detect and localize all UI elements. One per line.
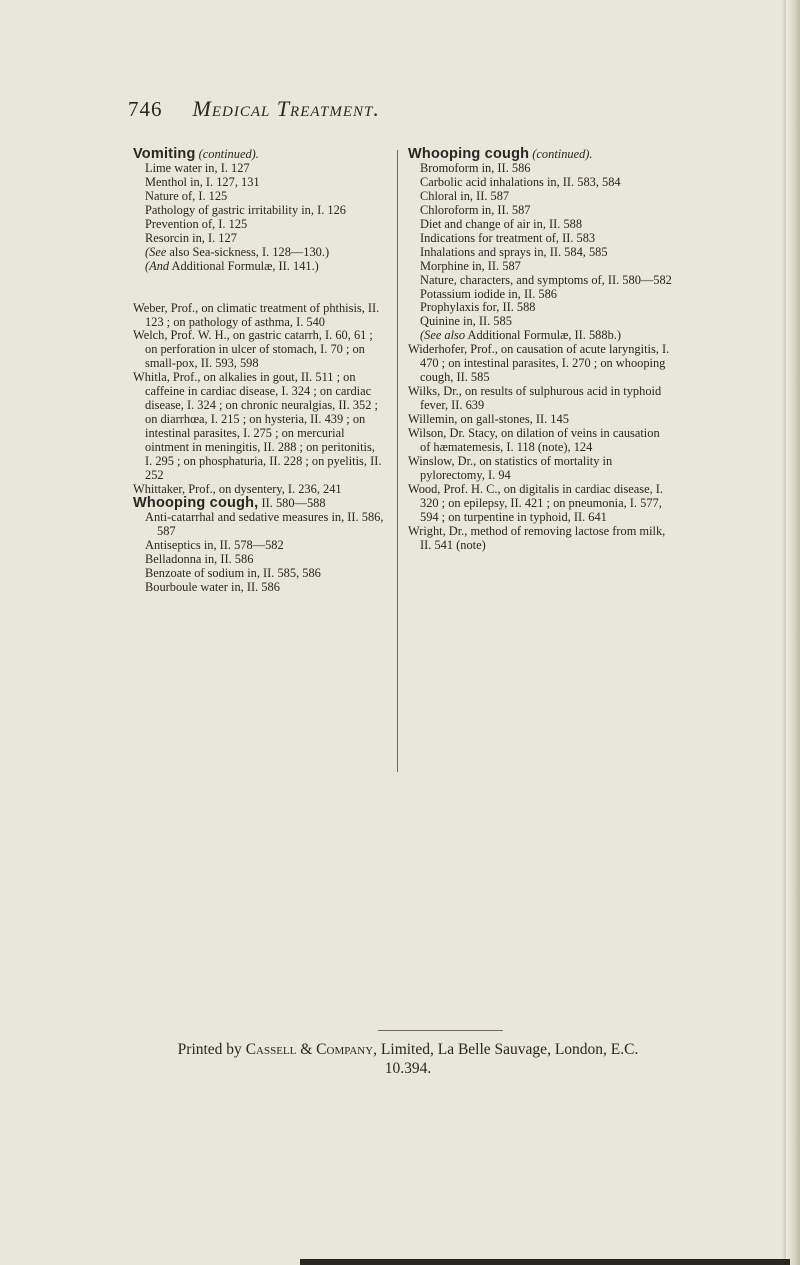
subentry-list [133,511,385,595]
subentry: Pathology of gastric irritability in, I. 126 [145,202,346,217]
subentry: Prophylaxis for, II. 588 [420,300,536,315]
and-text: Additional Formulæ, II. 141.) [169,258,319,273]
subentry: Diet and change of air in, II. 588 [420,216,583,231]
subentry: Anti-catarrhal and sedative measures in, II. 586, 587 [145,509,384,538]
name-entry: Willemin, on gall-stones, II. 145 [408,412,569,427]
imprint-line [148,1040,668,1059]
subentry: Carbolic acid inhalations in, II. 583, 584 [420,174,621,189]
running-title: Medical Treatment. [192,96,380,121]
spacer [133,274,385,302]
subentry: Antiseptics in, II. 578—582 [145,537,284,552]
heading-range: II. 580—588 [258,495,326,510]
name-entry: Weber, Prof., on climatic treatment of phthisis, II. 123 ; on pathology of asthma, I. 540 [133,300,380,329]
continued-note: (continued). [198,147,259,161]
subentry: Resorcin in, I. 127 [145,230,237,245]
and-prefix: (And [145,258,170,273]
index-heading-whooping-cough [133,494,385,511]
see-also-reference [420,329,673,343]
footer-rule [378,1030,503,1031]
subentry: Inhalations and sprays in, II. 584, 585 [420,244,608,259]
left-column [133,148,385,595]
see-text: Additional Formulæ, II. 588b.) [465,328,621,343]
name-entry: Winslow, Dr., on statistics of mortality in pylorectomy, I. 94 [408,453,613,482]
heading-word: Whooping cough [408,146,530,162]
name-entry: Whitla, Prof., on alkalies in gout, II. 511 ; on caffeine in cardiac disease, I. 324 ; on cardiac disease, I. 324 ; on chronic neuralgias, II. 352 ; on diarrhœa, I. 215 ; on hysteria, II. 439 ; on intestinal parasites, I. 275 ; on mercurial ointment in meningitis, II. 288 ; on peritonitis, I. 295 ; on phosphaturia, II. 228 ; on pyelitis, II. 252 [133,370,382,483]
subentry: Bourboule water in, II. 586 [145,579,280,594]
continued-note: (continued). [532,147,593,161]
subentry: Indications for treatment of, II. 583 [420,230,596,245]
right-column [408,148,673,553]
page-header [128,96,688,126]
index-heading-whooping-cough-continued [408,148,673,162]
subentry: Quinine in, II. 585 [420,314,512,329]
name-entry: Widerhofer, Prof., on causation of acute laryngitis, I. 470 ; on intestinal parasites, I. 270 ; on whooping cough, II. 585 [408,342,670,385]
and-reference [145,260,385,274]
subentry: Potassium iodide in, II. 586 [420,286,557,301]
subentry: Nature of, I. 125 [145,188,228,203]
name-entry: Wilson, Dr. Stacy, on dilation of veins in causation of hæmatemesis, I. 118 (note), 124 [408,426,660,455]
heading-word: Vomiting [133,146,196,162]
name-entry: Wright, Dr., method of removing lactose from milk, II. 541 (note) [408,523,666,552]
page-number: 746 [128,97,163,121]
imprint-code: 10.394. [384,1060,432,1077]
printer-address: Limited, La Belle Sauvage, London, E.C. [377,1041,639,1058]
name-entry: Welch, Prof. W. H., on gastric catarrh, I. 60, 61 ; on perforation in ulcer of stomach, I. 70 ; on small-pox, II. 593, 598 [133,328,373,371]
subentry: Lime water in, I. 127 [145,160,250,175]
subentry: Nature, characters, and symptoms of, II. 580—582 [420,272,672,287]
name-entry: Whittaker, Prof., on dysentery, I. 236, 241 [133,481,342,496]
see-prefix: (See also [420,328,466,343]
column-divider [397,150,398,772]
see-prefix: (See [145,244,167,259]
subentry: Menthol in, I. 127, 131 [145,174,260,189]
subentry: Morphine in, II. 587 [420,258,521,273]
heading-word: Whooping cough, [133,494,259,511]
subentry: Benzoate of sodium in, II. 585, 586 [145,565,321,580]
printed-by: Printed by [177,1041,242,1058]
printer-imprint [148,1040,668,1078]
name-entry: Wilks, Dr., on results of sulphurous acid in typhoid fever, II. 639 [408,384,662,413]
subentry: Bromoform in, II. 586 [420,160,531,175]
name-entry: Wood, Prof. H. C., on digitalis in cardiac disease, I. 320 ; on epilepsy, II. 421 ; on pneumonia, I. 577, 594 ; on turpentine in typhoid, II. 641 [408,481,664,524]
subentry: Chloroform in, II. 587 [420,202,531,217]
page-edge [786,0,800,1265]
subentry-list [408,162,673,343]
bottom-edge-bar [300,1259,790,1265]
subentry-list [133,162,385,274]
see-also-reference [145,246,385,260]
subentry: Chloral in, II. 587 [420,188,510,203]
printer-name: Cassell & Company, [245,1041,378,1058]
index-heading-vomiting [133,148,385,162]
subentry: Prevention of, I. 125 [145,216,248,231]
subentry: Belladonna in, II. 586 [145,551,254,566]
see-text: also Sea-sickness, I. 128—130.) [166,244,330,259]
